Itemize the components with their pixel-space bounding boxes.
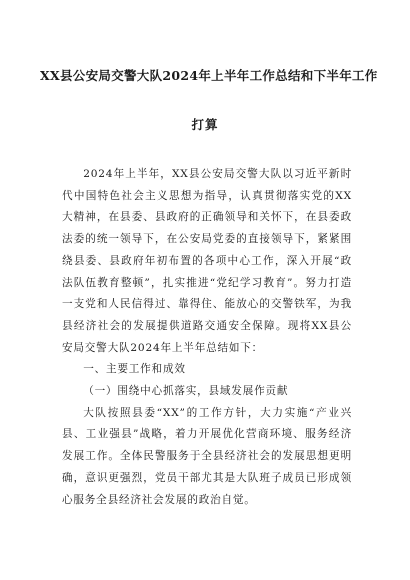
document-title: XX县公安局交警大队2024年上半年工作总结和下半年工作 — [40, 68, 378, 83]
paragraph-subsection-body: 大队按照县委“XX”的工作方针，大力实施“产业兴县、工业强县”战略，着力开展优化营商环境、服务经济发展工作。全体民警服务于全县经济社会的发展思想更明确，意识更强烈，党员干部尤其是大队班子成员已形成领心服务全县经济社会发展的政治自觉。 — [62, 406, 352, 506]
subsection-heading: （一）围绕中心抓落实，县域发展作贡献 — [83, 385, 289, 398]
document-body — [62, 164, 352, 511]
section-heading: 一、主要工作和成效 — [83, 363, 186, 376]
document-title-continuation: 打算 — [191, 117, 219, 132]
paragraph-intro: 2024年上半年，XX县公安局交警大队以习近平新时代中国特色社会主义思想为指导，认真贯彻落实党的XX大精神，在县委、县政府的正确领导和关怀下，在县委政法委的统一领导下，在公安局党委的直接领导下，紧紧围绕县委、县政府年初布置的各项中心工作，深入开展“政法队伍教育整顿”，扎实推进“党纪学习教育”。努力打造一支党和人民信得过、靠得住、能放心的交警铁军，为我县经济社会的发展提供道路交通安全保障。现将XX县公安局交警大队2024年上半年总结如下： — [62, 168, 352, 354]
